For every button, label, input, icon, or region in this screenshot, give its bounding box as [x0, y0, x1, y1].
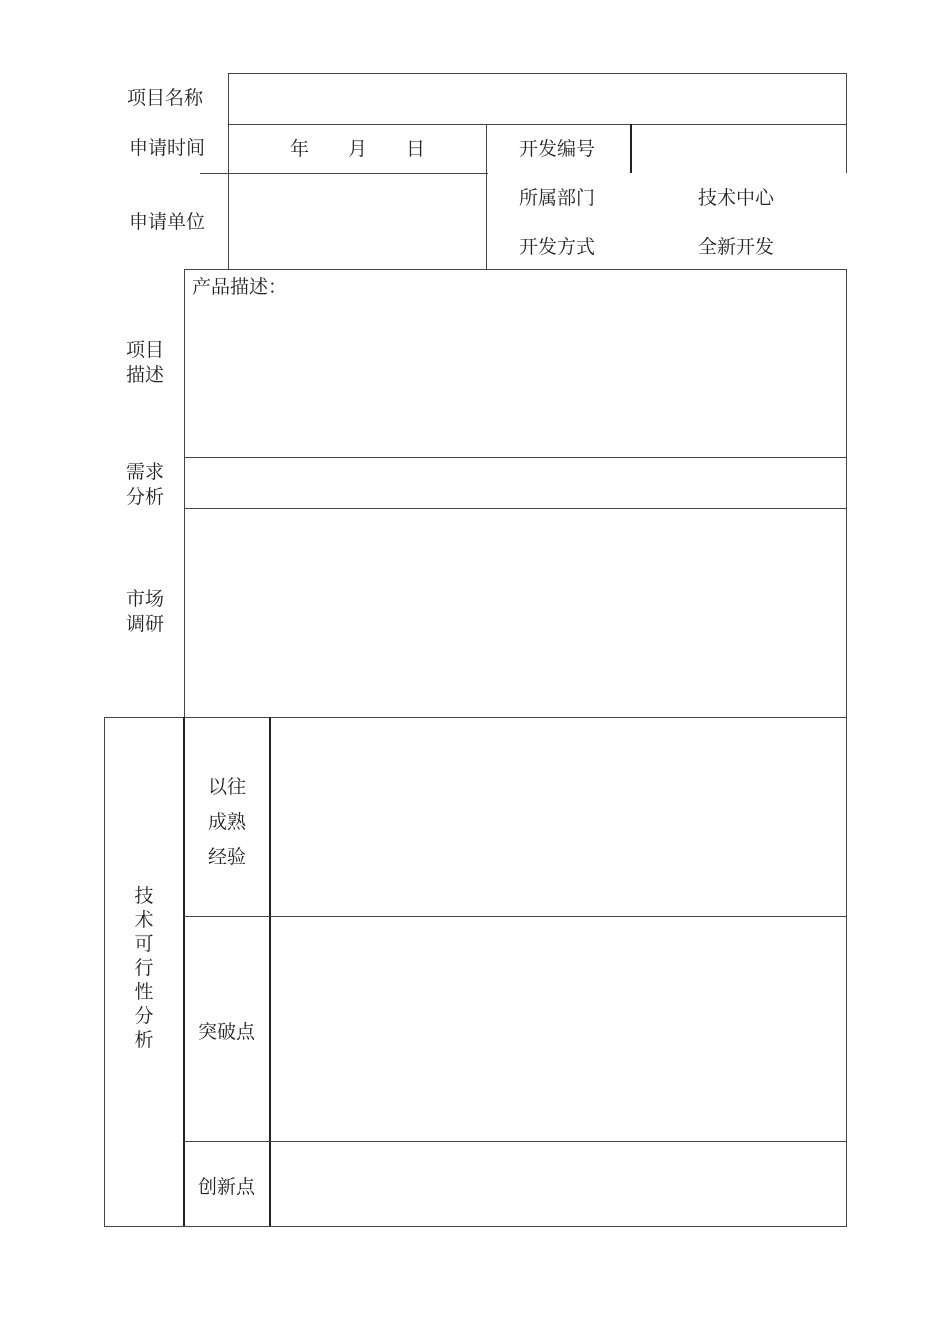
- project-name-field[interactable]: [232, 77, 842, 121]
- rule: [184, 457, 846, 458]
- project-name-label: 项目名称: [127, 87, 204, 109]
- department-value: 技术中心: [698, 187, 775, 209]
- breakthrough-label: 突破点: [198, 1021, 256, 1043]
- rule: [104, 717, 105, 1227]
- past-experience-field[interactable]: [274, 721, 842, 913]
- breakthrough-field[interactable]: [274, 920, 842, 1138]
- rule: [630, 124, 632, 173]
- rule: [104, 717, 846, 718]
- project-desc-label-line2: 描述: [126, 364, 165, 386]
- rule: [183, 1141, 846, 1142]
- demand-label-line1: 需求: [126, 461, 165, 483]
- apply-time-label: 申请时间: [129, 137, 206, 159]
- innovation-field[interactable]: [274, 1145, 842, 1223]
- date-day[interactable]: 日: [406, 138, 426, 160]
- dev-number-field[interactable]: [634, 128, 844, 170]
- rule: [846, 73, 847, 173]
- demand-label-line2: 分析: [126, 486, 165, 508]
- department-label: 所属部门: [519, 187, 596, 209]
- market-research-field[interactable]: [188, 512, 842, 714]
- rule: [184, 269, 185, 718]
- apply-unit-label: 申请单位: [129, 211, 206, 233]
- rule: [846, 717, 847, 1227]
- rule: [846, 269, 847, 718]
- innovation-label: 创新点: [198, 1176, 256, 1198]
- date-year[interactable]: 年: [290, 138, 310, 160]
- market-label-line1: 市场: [126, 588, 165, 610]
- past-experience-line3: 经验: [208, 846, 247, 868]
- rule: [183, 916, 846, 917]
- tech-feasibility-label: 技术可行性分析: [134, 885, 154, 1051]
- project-desc-field[interactable]: [188, 300, 842, 454]
- rule: [183, 717, 185, 1227]
- rule: [200, 173, 488, 174]
- past-experience-line2: 成熟: [208, 811, 247, 833]
- dev-mode-label: 开发方式: [519, 236, 596, 258]
- rule: [104, 1226, 846, 1227]
- project-desc-label-line1: 项目: [126, 339, 165, 361]
- dev-mode-value: 全新开发: [698, 236, 775, 258]
- past-experience-line1: 以往: [208, 776, 247, 798]
- apply-unit-field[interactable]: [232, 177, 482, 265]
- dev-number-label: 开发编号: [519, 138, 596, 160]
- rule: [184, 508, 846, 509]
- rule: [228, 124, 846, 125]
- rule: [184, 269, 846, 270]
- rule: [486, 124, 487, 270]
- product-desc-prompt: 产品描述：: [192, 276, 288, 298]
- rule: [228, 73, 229, 270]
- rule: [228, 73, 846, 74]
- date-month[interactable]: 月: [348, 138, 368, 160]
- demand-analysis-field[interactable]: [188, 461, 842, 505]
- rule: [269, 717, 271, 1227]
- market-label-line2: 调研: [126, 613, 165, 635]
